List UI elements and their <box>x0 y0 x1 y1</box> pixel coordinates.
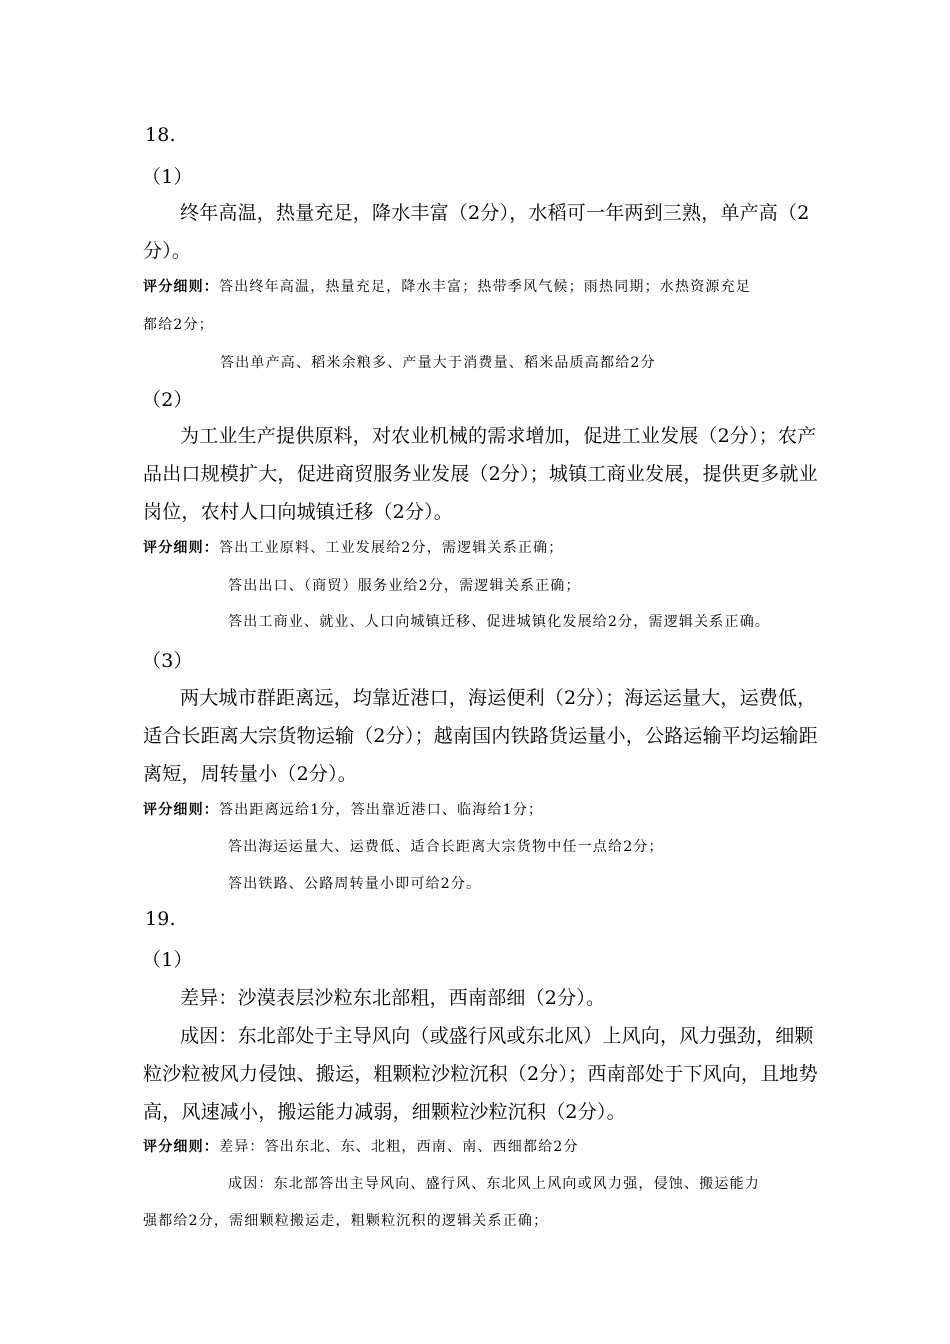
q18-part1-scoring-detail <box>143 276 751 296</box>
scoring-detail-text: 答出工业原料、工业发展给2分，需逻辑关系正确； <box>219 540 564 556</box>
q18-part1-answer-line: 分）。 <box>143 240 192 262</box>
q18-part3-answer-line: 离短，周转量小（2分）。 <box>143 763 357 785</box>
scoring-detail-text: 答出终年高温，热量充足，降水丰富；热带季风气候；雨热同期；水热资源充足 <box>219 279 751 295</box>
scoring-detail-label: 评分细则： <box>143 1139 219 1155</box>
q18-part2-answer-line: 岗位，农村人口向城镇迁移（2分）。 <box>143 501 453 523</box>
q19-part1-scoring-detail <box>143 1136 579 1156</box>
question-18-number: 18. <box>145 124 176 146</box>
q19-part1-scoring-detail-line: 成因：东北部答出主导风向、盛行风、东北风上风向或风力强，侵蚀、搬运能力 <box>228 1176 760 1192</box>
q18-part3-answer-line: 适合长距离大宗货物运输（2分）；越南国内铁路货运量小，公路运输平均运输距 <box>143 725 818 747</box>
scoring-detail-text: 差异：答出东北、东、北粗，西南、南、西细都给2分 <box>219 1139 579 1155</box>
scoring-detail-text: 答出距离远给1分，答出靠近港口、临海给1分； <box>219 802 544 818</box>
q18-part1-scoring-detail-line: 都给2分； <box>143 317 214 333</box>
q18-part2-scoring-detail <box>143 537 564 557</box>
q18-part2-answer-line: 品出口规模扩大，促进商贸服务业发展（2分）；城镇工商业发展，提供更多就业 <box>143 463 818 485</box>
q18-part3-scoring-detail-line: 答出海运运量大、运费低、适合长距离大宗货物中任一点给2分； <box>228 839 664 855</box>
question-19-number: 19. <box>145 908 176 930</box>
scoring-detail-label: 评分细则： <box>143 540 219 556</box>
q18-part1-label: （1） <box>142 166 193 188</box>
scoring-detail-label: 评分细则： <box>143 279 219 295</box>
q18-part3-scoring-detail <box>143 799 543 819</box>
q19-part1-label: （1） <box>142 949 193 971</box>
q19-part1-answer-line: 粒沙粒被风力侵蚀、搬运，粗颗粒沙粒沉积（2分）；西南部处于下风向，且地势 <box>143 1063 818 1085</box>
q19-part1-answer-line: 成因：东北部处于主导风向（或盛行风或东北风）上风向，风力强劲，细颗 <box>180 1025 814 1047</box>
q19-part1-answer-line: 高，风速减小，搬运能力减弱，细颗粒沙粒沉积（2分）。 <box>143 1101 626 1123</box>
q18-part3-answer-line: 两大城市群距离远，均靠近港口，海运便利（2分）；海运运量大，运费低， <box>180 687 817 709</box>
q19-part1-answer-line: 差异：沙漠表层沙粒东北部粗，西南部细（2分）。 <box>180 987 606 1009</box>
q18-part2-answer-line: 为工业生产提供原料，对农业机械的需求增加，促进工业发展（2分）；农产 <box>180 425 817 447</box>
q19-part1-scoring-detail-line: 强都给2分，需细颗粒搬运走，粗颗粒沉积的逻辑关系正确； <box>143 1213 549 1229</box>
q18-part2-scoring-detail-line: 答出工商业、就业、人口向城镇迁移、促进城镇化发展给2分，需逻辑关系正确。 <box>228 614 771 630</box>
q18-part2-label: （2） <box>142 389 193 411</box>
scoring-detail-label: 评分细则： <box>143 802 219 818</box>
q18-part1-scoring-detail-line: 答出单产高、稻米余粮多、产量大于消费量、稻米品质高都给2分 <box>220 355 656 371</box>
q18-part2-scoring-detail-line: 答出出口、（商贸）服务业给2分，需逻辑关系正确； <box>228 578 581 594</box>
q18-part1-answer-line: 终年高温，热量充足，降水丰富（2分），水稻可一年两到三熟，单产高（2 <box>180 202 810 224</box>
q18-part3-scoring-detail-line: 答出铁路、公路周转量小即可给2分。 <box>228 876 482 892</box>
q18-part3-label: （3） <box>142 650 193 672</box>
